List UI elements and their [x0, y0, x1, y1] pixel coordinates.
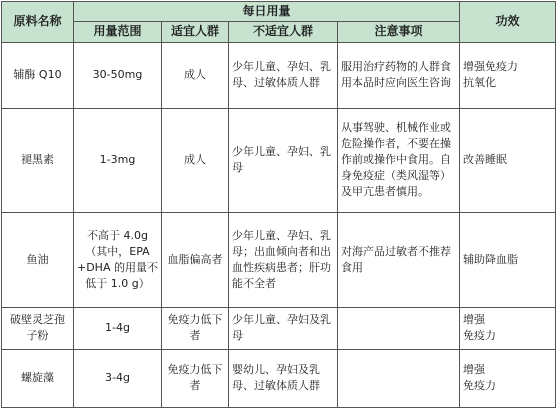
- cell-notes: 对海产品过敏者不推荐食用: [338, 212, 460, 307]
- cell-name: 褪黑素: [2, 108, 74, 212]
- cell-name: 辅酶 Q10: [2, 42, 74, 108]
- cell-notes: [338, 307, 460, 349]
- table-row: [2, 212, 556, 307]
- cell-dose: 1-4g: [74, 307, 162, 349]
- cell-dose: 1-3mg: [74, 108, 162, 212]
- header-name: 原料名称: [2, 2, 74, 43]
- cell-unsuitable: 婴幼儿、孕妇及乳母、过敏体质人群: [229, 349, 338, 407]
- table-row: [2, 42, 556, 108]
- cell-suitable: 免疫力低下者: [162, 307, 229, 349]
- cell-notes: 服用治疗药物的人群食用本品时应向医生咨询: [338, 42, 460, 108]
- header-row-top: [2, 2, 556, 22]
- cell-suitable: 成人: [162, 42, 229, 108]
- cell-unsuitable: 少年儿童、孕妇及乳母: [229, 307, 338, 349]
- header-daily-group: 每日用量: [74, 2, 460, 22]
- table-row: [2, 349, 556, 407]
- cell-effect: 改善睡眠: [460, 108, 556, 212]
- cell-suitable: 成人: [162, 108, 229, 212]
- header-dose: 用量范围: [74, 22, 162, 42]
- supplement-table-container: [1, 1, 555, 404]
- cell-suitable: 免疫力低下者: [162, 349, 229, 407]
- header-suitable: 适宜人群: [162, 22, 229, 42]
- cell-dose: 不高于 4.0g（其中，EPA +DHA 的用量不低于 1.0 g）: [74, 212, 162, 307]
- cell-effect: 辅助降血脂: [460, 212, 556, 307]
- cell-name: 破壁灵芝孢子粉: [2, 307, 74, 349]
- header-unsuitable: 不适宜人群: [229, 22, 338, 42]
- header-notes: 注意事项: [338, 22, 460, 42]
- cell-effect: 增强 免疫力: [460, 307, 556, 349]
- table-row: [2, 307, 556, 349]
- supplement-table: [1, 1, 556, 408]
- cell-name: 鱼油: [2, 212, 74, 307]
- cell-suitable: 血脂偏高者: [162, 212, 229, 307]
- cell-notes: [338, 349, 460, 407]
- cell-unsuitable: 少年儿童、孕妇、乳母；出血倾向者和出血性疾病患者；肝功能不全者: [229, 212, 338, 307]
- cell-effect: 增强 免疫力: [460, 349, 556, 407]
- header-effect: 功效: [460, 2, 556, 43]
- cell-name: 螺旋藻: [2, 349, 74, 407]
- cell-effect: 增强免疫力 抗氧化: [460, 42, 556, 108]
- cell-dose: 3-4g: [74, 349, 162, 407]
- cell-dose: 30-50mg: [74, 42, 162, 108]
- cell-notes: 从事驾驶、机械作业或危险操作者，不要在操作前或操作中食用。自身免疫症（类风湿等）及甲亢患者慎用。: [338, 108, 460, 212]
- cell-unsuitable: 少年儿童、孕妇、乳母、过敏体质人群: [229, 42, 338, 108]
- cell-unsuitable: 少年儿童、孕妇、乳母: [229, 108, 338, 212]
- table-row: [2, 108, 556, 212]
